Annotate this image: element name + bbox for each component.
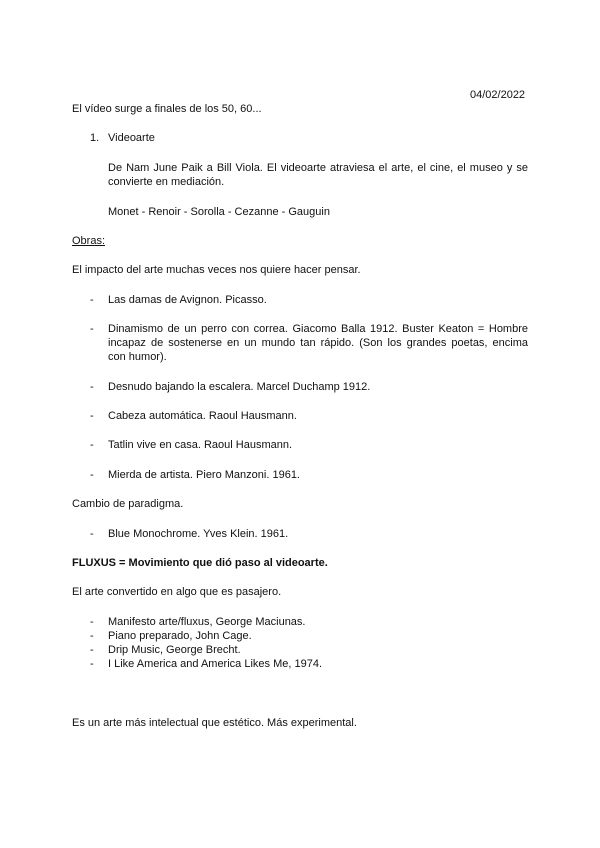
list-item: Piano preparado, John Cage.: [108, 630, 252, 642]
bullet-dash: -: [90, 630, 94, 642]
obras-heading: Obras:: [72, 235, 106, 247]
conclusion-line: Es un arte más intelectual que estético. Más experimental.: [72, 717, 357, 729]
painters-line: Monet - Renoir - Sorolla - Cezanne - Gauguin: [108, 206, 330, 218]
list-item: Las damas de Avignon. Picasso.: [108, 294, 267, 306]
fluxus-heading: FLUXUS = Movimiento que dió paso al videoarte.: [72, 557, 328, 569]
section-paragraph-line2: convierte en mediación.: [108, 176, 225, 188]
document-date: 04/02/2022: [470, 89, 526, 101]
list-item: Drip Music, George Brecht.: [108, 644, 241, 656]
list-item: I Like America and America Likes Me, 1974.: [108, 658, 322, 670]
paradigm-heading: Cambio de paradigma.: [72, 498, 184, 510]
bullet-dash: -: [90, 469, 94, 481]
list-item: Cabeza automática. Raoul Hausmann.: [108, 410, 297, 422]
bullet-dash: -: [90, 644, 94, 656]
list-item-line2: incapaz de sostenerse en un mundo tan rápido. (Son los grandes poetas, encima: [108, 337, 528, 349]
intro-line: El vídeo surge a finales de los 50, 60...: [72, 103, 262, 115]
list-item-line1: Dinamismo de un perro con correa. Giacomo Balla 1912. Buster Keaton = Hombre: [108, 323, 528, 335]
section-title: Videoarte: [108, 132, 155, 144]
list-item: Tatlin vive en casa. Raoul Hausmann.: [108, 439, 293, 451]
list-number: 1.: [90, 132, 100, 144]
list-item: Mierda de artista. Piero Manzoni. 1961.: [108, 469, 300, 481]
bullet-dash: -: [90, 658, 94, 670]
bullet-dash: -: [90, 323, 94, 335]
obras-intro: El impacto del arte muchas veces nos quiere hacer pensar.: [72, 264, 361, 276]
list-item: Manifesto arte/fluxus, George Maciunas.: [108, 616, 306, 628]
bullet-dash: -: [90, 294, 94, 306]
fluxus-intro: El arte convertido en algo que es pasajero.: [72, 586, 282, 598]
bullet-dash: -: [90, 528, 94, 540]
list-item-line3: con humor).: [108, 351, 167, 363]
section-paragraph-line1: De Nam June Paik a Bill Viola. El videoarte atraviesa el arte, el cine, el museo y se: [108, 162, 528, 174]
bullet-dash: -: [90, 439, 94, 451]
bullet-dash: -: [90, 410, 94, 422]
list-item: Desnudo bajando la escalera. Marcel Duchamp 1912.: [108, 381, 371, 393]
list-item: Blue Monochrome. Yves Klein. 1961.: [108, 528, 289, 540]
bullet-dash: -: [90, 381, 94, 393]
bullet-dash: -: [90, 616, 94, 628]
